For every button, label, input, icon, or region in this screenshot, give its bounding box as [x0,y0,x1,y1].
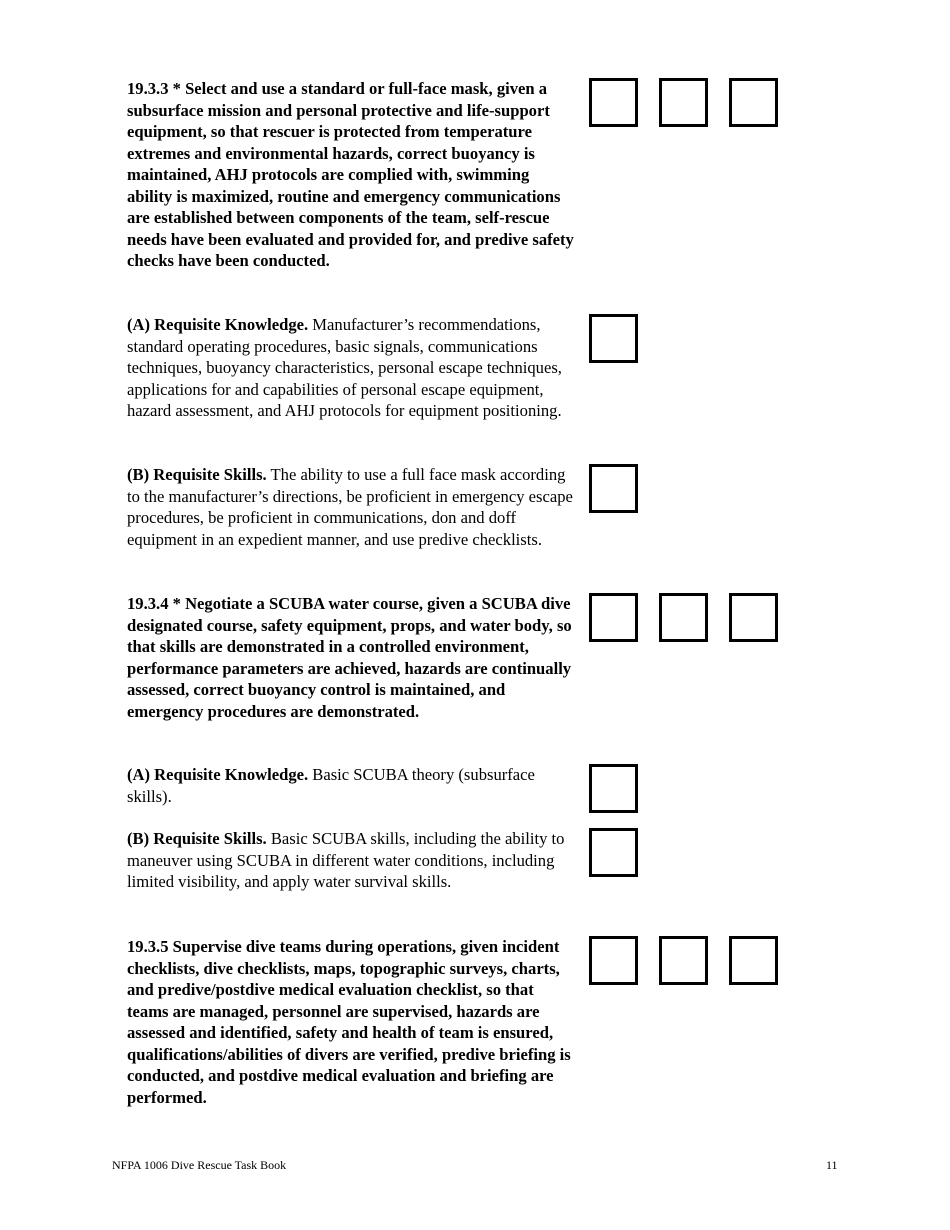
signoff-box-19-3-4-3[interactable] [729,593,778,642]
knowledge-label: (A) Requisite Knowledge. [127,765,309,784]
signoff-box-19-3-3-1[interactable] [589,78,638,127]
requisite-skills-19-3-3 [127,464,577,550]
requisite-knowledge-19-3-4 [127,764,577,807]
knowledge-text: Basic SCUBA theory (subsurface skills). [127,765,535,806]
requisite-skills-19-3-4 [127,828,577,893]
knowledge-label: (A) Requisite Knowledge. [127,315,309,334]
skills-label: (B) Requisite Skills. [127,465,267,484]
signoff-box-19-3-3-knowledge[interactable] [589,314,638,363]
requisite-knowledge-19-3-3 [127,314,577,422]
skills-label: (B) Requisite Skills. [127,829,267,848]
standard-19-3-5: 19.3.5 Supervise dive teams during operations, given incident checklists, dive checklists, maps, topographic surveys, charts, and predive/postdive medical evaluation checklist, so that teams are managed, personnel are supervised, hazards are assessed and identified, safety and health of team is ensured, qualifications/abilities of divers are verified, predive briefing is conducted, and postdive medical evaluation and briefing are performed. [127,937,571,1107]
signoff-box-19-3-4-skills[interactable] [589,828,638,877]
signoff-box-19-3-3-3[interactable] [729,78,778,127]
standard-19-3-4: 19.3.4 * Negotiate a SCUBA water course, given a SCUBA dive designated course, safety equipment, props, and water body, so that skills are demonstrated in a controlled environment, performance parameters are achieved, hazards are continually assessed, correct buoyancy control is maintained, and emergency procedures are demonstrated. [127,594,572,721]
signoff-box-19-3-3-skills[interactable] [589,464,638,513]
signoff-box-19-3-5-1[interactable] [589,936,638,985]
signoff-box-19-3-3-2[interactable] [659,78,708,127]
page-number: 11 [826,1158,838,1172]
footer-title: NFPA 1006 Dive Rescue Task Book [112,1158,287,1172]
skills-text: The ability to use a full face mask according to the manufacturer’s directions, be proficient in emergency escape procedures, be proficient in communications, don and doff equipment in an expedient manner, and use predive checklists. [127,465,573,549]
skills-text: Basic SCUBA skills, including the ability to maneuver using SCUBA in different water conditions, including limited visibility, and apply water survival skills. [127,829,565,891]
standard-19-3-3: 19.3.3 * Select and use a standard or full-face mask, given a subsurface mission and personal protective and life-support equipment, so that rescuer is protected from temperature extremes and environmental hazards, correct buoyancy is maintained, AHJ protocols are complied with, swimming ability is maximized, routine and emergency communications are established between components of the team, self-rescue needs have been evaluated and provided for, and predive safety checks have been conducted. [127,79,574,270]
signoff-box-19-3-4-knowledge[interactable] [589,764,638,813]
signoff-box-19-3-5-2[interactable] [659,936,708,985]
knowledge-text: Manufacturer’s recommendations, standard operating procedures, basic signals, communications techniques, buoyancy characteristics, personal escape techniques, applications for and capabilities of personal escape equipment, hazard assessment, and AHJ protocols for equipment positioning. [127,315,562,420]
signoff-box-19-3-4-2[interactable] [659,593,708,642]
signoff-box-19-3-4-1[interactable] [589,593,638,642]
signoff-box-19-3-5-3[interactable] [729,936,778,985]
